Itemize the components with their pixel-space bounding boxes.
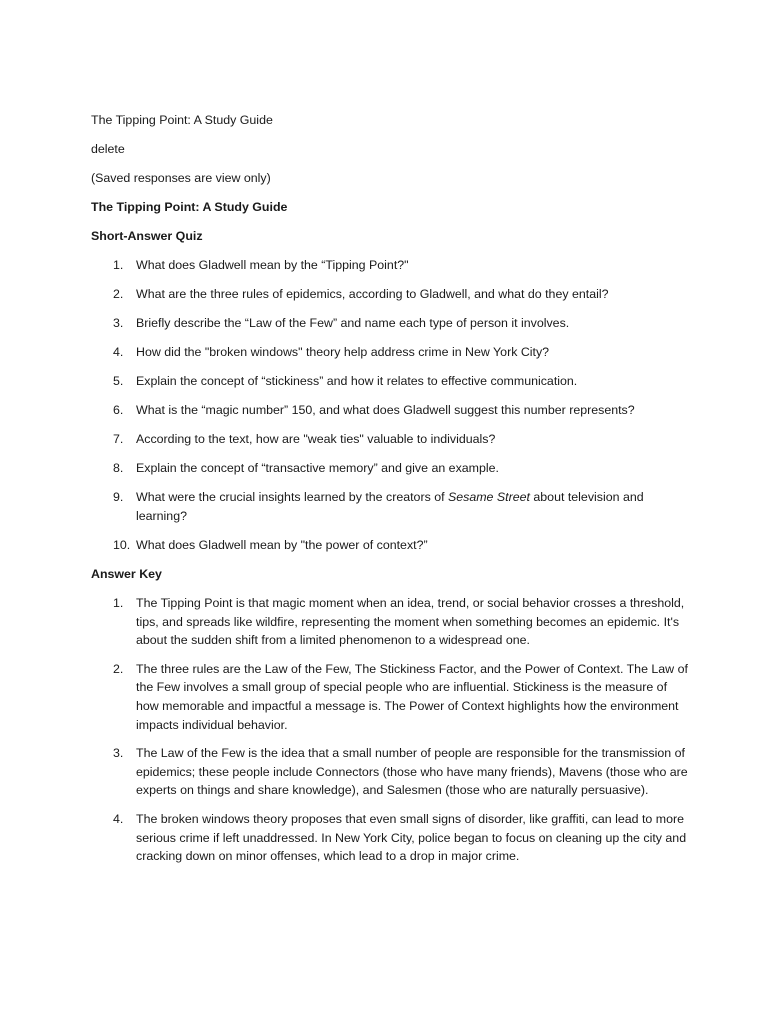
list-number: 5. (113, 374, 124, 388)
question-text: According to the text, how are "weak ties" valuable to individuals? (136, 432, 496, 446)
answer-text: The Tipping Point is that magic moment when an idea, trend, or social behavior crosses a threshold, tips, and spreads like wildfire, representing the moment when something becomes an epidemic. It's about the sudden shift from a limited phenomenon to a widespread one. (136, 596, 685, 648)
quiz-heading: Short-Answer Quiz (91, 229, 203, 243)
question-text: How did the "broken windows" theory help address crime in New York City? (136, 345, 550, 359)
list-item (91, 810, 691, 866)
list-item (91, 594, 691, 650)
answer-list (91, 594, 691, 866)
list-item (91, 256, 691, 275)
quiz-list (91, 256, 691, 555)
list-item (91, 343, 691, 362)
saved-note: (Saved responses are view only) (91, 171, 271, 185)
list-number: 1. (113, 258, 124, 272)
question-text: What does Gladwell mean by the “Tipping Point?" (136, 258, 409, 272)
list-number: 6. (113, 403, 124, 417)
list-item (91, 401, 691, 420)
list-item (91, 459, 691, 478)
question-text-italic: Sesame Street (447, 490, 530, 504)
question-text: Explain the concept of “stickiness” and how it relates to effective communication. (136, 374, 578, 388)
answer-text: The broken windows theory proposes that even small signs of disorder, like graffiti, can lead to more serious crime if left unaddressed. In New York City, police began to focus on cleaning up the city and cracking down on minor offenses, which lead to a drop in major crime. (136, 811, 687, 864)
list-number: 3. (113, 316, 124, 330)
page-title: The Tipping Point: A Study Guide (91, 200, 288, 214)
list-item (91, 430, 691, 449)
question-text-after: about television and learning? (136, 490, 644, 523)
list-number: 10. (113, 538, 131, 552)
list-number: 3. (113, 746, 124, 761)
list-number: 4. (113, 811, 124, 826)
list-number: 8. (113, 461, 124, 475)
list-item (91, 314, 691, 333)
answer-key-heading: Answer Key (91, 567, 162, 581)
question-text: Briefly describe the “Law of the Few” and name each type of person it involves. (136, 316, 570, 330)
question-text: Explain the concept of “transactive memory” and give an example. (136, 461, 499, 475)
question-text: What is the “magic number” 150, and what does Gladwell suggest this number represents? (136, 403, 635, 417)
list-item (91, 488, 691, 526)
list-item (91, 536, 691, 555)
question-text: What does Gladwell mean by "the power of context?” (136, 538, 428, 552)
question-text: What are the three rules of epidemics, according to Gladwell, and what do they entail? (136, 287, 609, 301)
list-number: 9. (113, 490, 124, 504)
title-line: The Tipping Point: A Study Guide (91, 113, 273, 127)
list-item (91, 744, 691, 800)
list-number: 4. (113, 345, 124, 359)
list-number: 2. (113, 287, 124, 301)
list-number: 2. (113, 661, 124, 676)
list-item (91, 660, 691, 734)
list-number: 1. (113, 596, 124, 610)
delete-link[interactable]: delete (91, 142, 125, 156)
list-item (91, 285, 691, 304)
answer-text: The three rules are the Law of the Few, The Stickiness Factor, and the Power of Context. The Law of the Few involves a small group of special people who are influential. Stickiness is the measure of how memorable and impactful a message is. The Power of Context highlights how the environment impacts individual behavior. (136, 661, 688, 732)
document-body (91, 111, 691, 876)
question-text (136, 490, 644, 523)
answer-text: The Law of the Few is the idea that a small number of people are responsible for the transmission of epidemics; these people include Connectors (those who have many friends), Mavens (those who are experts on things and share knowledge), and Salesmen (those who are naturally persuasive). (136, 746, 688, 798)
list-item (91, 372, 691, 391)
list-number: 7. (113, 432, 124, 446)
question-text-before: What were the crucial insights learned by the creators of (136, 490, 448, 504)
